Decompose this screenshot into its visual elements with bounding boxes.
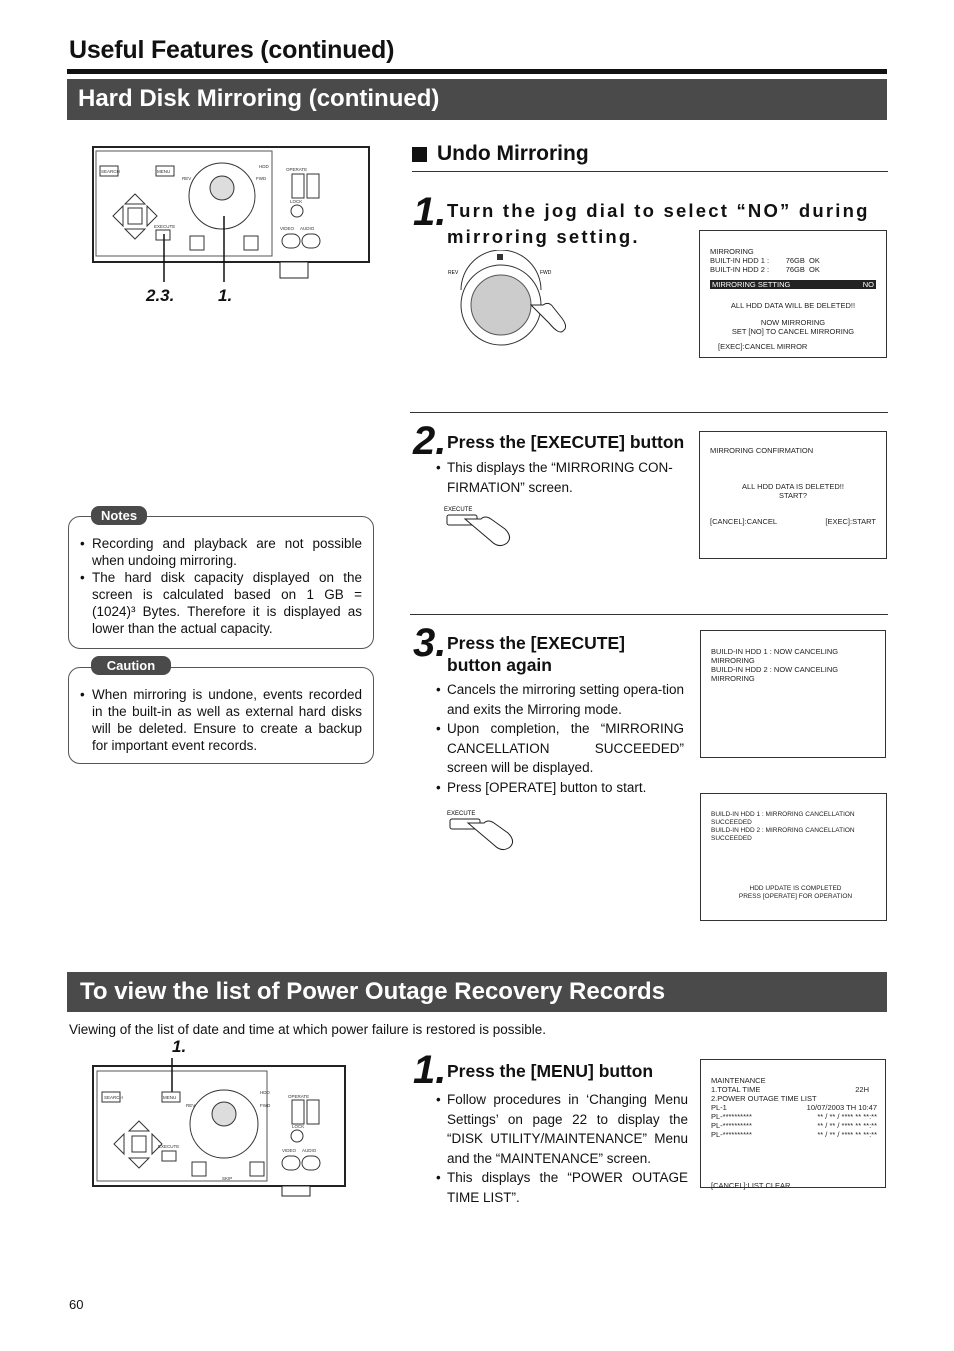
step-bullets [436,1090,688,1207]
screen-row: 1.TOTAL TIME 22H [711,1085,869,1094]
screen-line: MIRRORING [710,247,754,256]
svg-text:REV: REV [182,176,192,181]
notes-tag: Notes [91,506,147,525]
svg-text:LOCK: LOCK [290,199,303,204]
screen-line: BUILD-IN HDD 1 : NOW CANCELING MIRRORING [711,647,839,665]
mirroring-screen [699,230,887,358]
caution-item: • When mirroring is undone, events recorded in the built-in as well as external hard disks will be deleted. Ensure to create a backup for important event records. [80,686,362,754]
press-hand-icon [443,503,523,561]
page-header: Useful Features (continued) [69,36,395,64]
note-item: • The hard disk capacity displayed on the screen is calculated based on 1 GB = (1024)³ Bytes. Therefore it is displayed as lower than the actual capacity. [80,569,362,637]
maintenance-screen [700,1059,886,1188]
svg-text:HDD: HDD [259,164,269,169]
note-item: • Recording and playback are not possible when undoing mirroring. [80,535,362,569]
screen-line: BUILD-IN HDD 2 : NOW CANCELING MIRRORING [711,665,839,683]
jog-dial-illustration [446,250,576,350]
section-title-power-outage: To view the list of Power Outage Recovery Records [67,972,887,1012]
bullet-item: • Upon completion, the “MIRRORING CANCELLATION SUCCEEDED” screen will be displayed. [436,719,684,778]
step-title: Turn the jog dial to select “NO” during mirroring setting. [447,200,870,247]
screen-line: ALL HDD DATA IS DELETED!! [742,482,844,491]
svg-text:EXECUTE: EXECUTE [154,224,176,229]
screen-line: BUILT-IN HDD 2 : 76GB OK [710,265,820,274]
caution-tag: Caution [91,656,171,675]
bullet-item: • This displays the “MIRRORING CON-FIRMATION” screen. [436,458,686,497]
screen-footer-row: [CANCEL]:CANCEL [EXEC]:START [710,517,876,526]
svg-text:OPERATE: OPERATE [286,167,308,172]
svg-text:VIDEO: VIDEO [282,1148,297,1153]
svg-text:HDD: HDD [260,1090,270,1095]
svg-text:AUDIO: AUDIO [300,226,315,231]
execute-label: EXECUTE [444,507,473,513]
screen-line: BUILT-IN HDD 1 : 76GB OK [710,256,820,265]
step-number: 1. [413,1048,447,1092]
marker-1: 1. [172,1037,187,1056]
square-bullet-icon [412,147,427,162]
screen-line: PRESS [OPERATE] FOR OPERATION [738,893,853,900]
svg-text:OPERATE: OPERATE [288,1094,310,1099]
svg-text:EXECUTE: EXECUTE [158,1144,180,1149]
svg-text:SKIP: SKIP [222,1176,233,1181]
jog-dial-graphic [446,250,576,350]
svg-text:VIDEO: VIDEO [280,226,295,231]
fwd-label: FWD [540,270,552,276]
highlighted-setting-row: MIRRORING SETTING NO [712,280,874,289]
step-number: 1. [413,190,447,234]
screen-line: HDD UPDATE IS COMPLETED [749,885,842,892]
device-panel-graphic [92,1058,348,1198]
svg-text:FWD: FWD [260,1103,271,1108]
bullet-item: • This displays the “POWER OUTAGE TIME LIST”. [436,1168,688,1207]
marker-1: 1. [218,286,233,305]
step-title: Press the [EXECUTE] button again [447,633,625,675]
screen-line: 2.POWER OUTAGE TIME LIST [711,1094,817,1103]
section-title-mirroring: Hard Disk Mirroring (continued) [67,79,887,120]
rule [410,614,888,615]
svg-text:MENU: MENU [163,1095,177,1100]
rule [410,412,888,413]
marker-2-3: 2.3. [146,286,175,305]
outage-row: PL-********** ** / ** / **** ** **:** [711,1130,877,1139]
step-title: Press the [MENU] button [447,1061,654,1081]
svg-text:FWD: FWD [256,176,267,181]
step-number: 3. [413,621,447,665]
search-label: SEARCH [101,169,120,174]
screen-line: SET [NO] TO CANCEL MIRRORING [731,327,855,336]
bullet-item: • Press [OPERATE] button to start. [436,778,684,798]
cancellation-succeeded-screen [700,793,887,921]
screen-line: BUILD-IN HDD 1 : MIRRORING CANCELLATION SUCCEEDED [711,811,855,826]
notes-list [80,535,362,637]
svg-text:AUDIO: AUDIO [302,1148,317,1153]
screen-line: NOW MIRRORING [760,318,826,327]
bullet-item: • Follow procedures in ‘Changing Menu Settings’ on page 22 to display the “DISK UTILITY/MAINTENANCE” Menu and the “MAINTENANCE” screen. [436,1090,688,1168]
screen-line: MIRRORING CONFIRMATION [710,446,814,455]
outage-row: PL-1 10/07/2003 TH 10:47 [711,1103,877,1112]
caution-list [80,686,362,754]
device-illustration-top [92,146,370,282]
screen-line: START? [778,491,808,500]
screen-line: MAINTENANCE [711,1076,766,1085]
bullet-item: • Cancels the mirroring setting opera-tion and exits the Mirroring mode. [436,680,684,719]
rule [412,171,888,172]
canceling-screen [700,630,886,758]
page-number: 60 [69,1297,84,1312]
screen-line: ALL HDD DATA WILL BE DELETED!! [730,301,856,310]
subheading-text: Undo Mirroring [437,142,589,165]
svg-text:MENU: MENU [157,169,171,174]
rev-label: REV [448,270,459,276]
outage-row: PL-********** ** / ** / **** ** **:** [711,1121,877,1130]
section-intro: Viewing of the list of date and time at which power failure is restored is possible. [69,1022,546,1037]
execute-button-illustration [446,807,526,865]
screen-line: BUILD-IN HDD 2 : MIRRORING CANCELLATION SUCCEEDED [711,827,855,842]
header-rule [67,69,887,74]
svg-text:SEARCH: SEARCH [104,1095,123,1100]
execute-label: EXECUTE [447,811,476,817]
screen-footer: [CANCEL]:LIST CLEAR [711,1181,791,1190]
subheading-undo-mirroring [412,142,589,166]
step-number: 2. [413,419,447,463]
execute-button-illustration [443,503,523,561]
step-title: Press the [EXECUTE] button [447,432,685,452]
mirroring-confirmation-screen [699,431,887,559]
device-illustration-bottom [92,1058,348,1198]
step3-bullets [436,680,684,797]
svg-text:LOCK: LOCK [292,1124,305,1129]
outage-row: PL-********** ** / ** / **** ** **:** [711,1112,877,1121]
screen-line: [EXEC]:CANCEL MIRROR [718,342,808,351]
step2-bullets [436,458,686,497]
press-hand-icon [446,807,526,865]
svg-text:REV: REV [186,1103,196,1108]
